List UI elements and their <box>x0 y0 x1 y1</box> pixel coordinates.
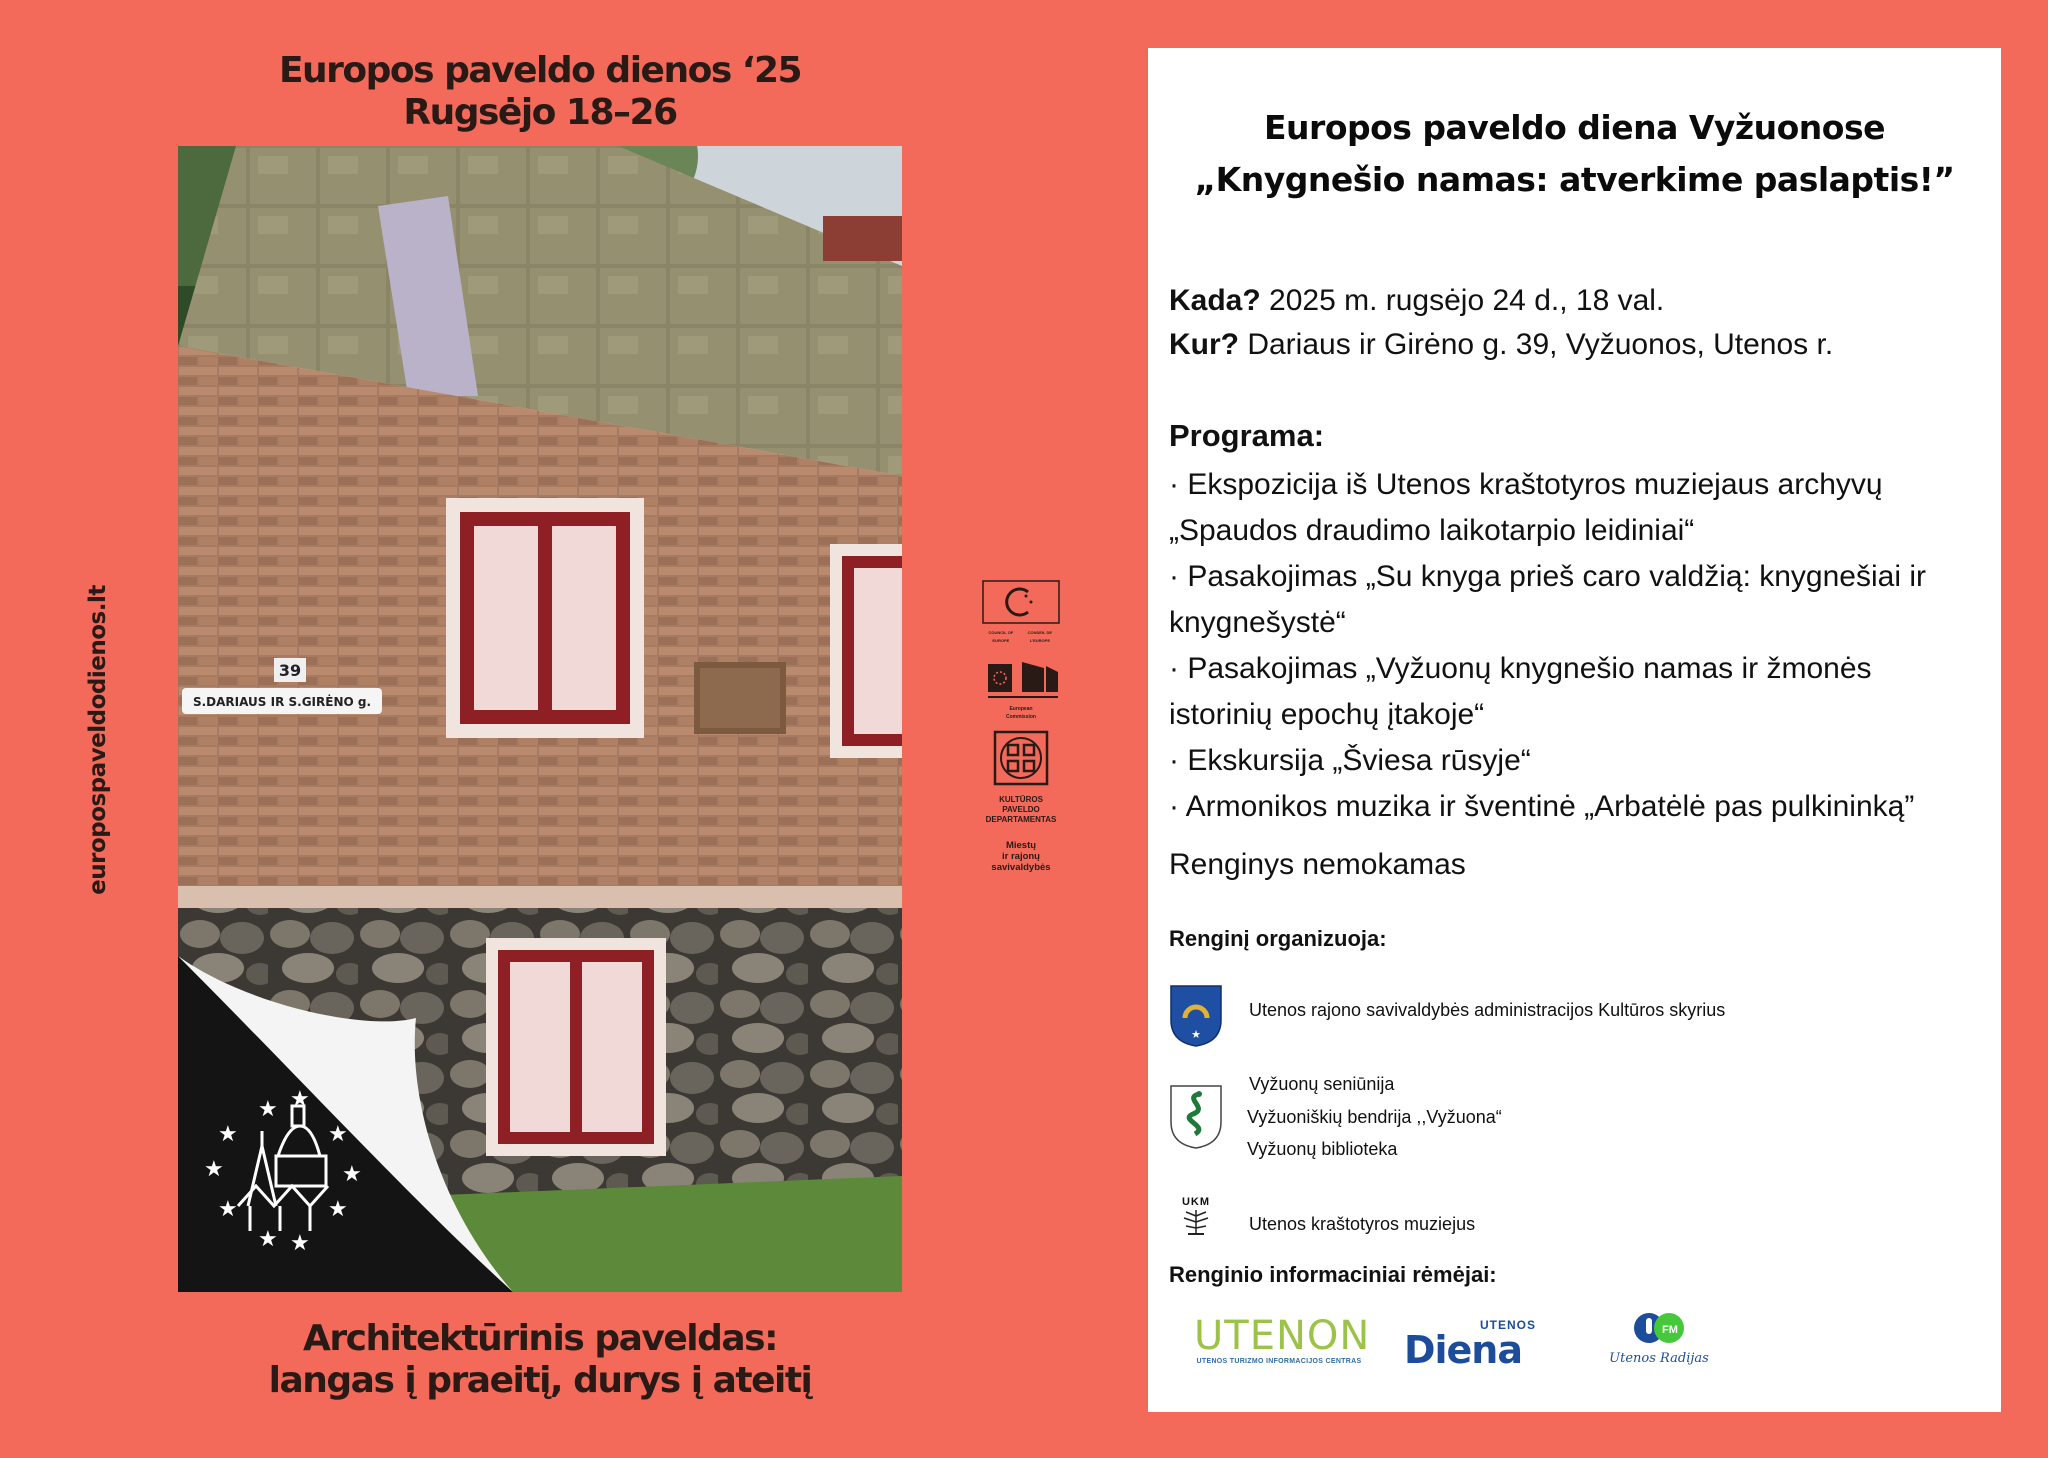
eu-label: European Commission <box>1005 706 1036 720</box>
svg-text:★: ★ <box>218 1122 238 1147</box>
utenon-subtitle: UTENOS TURIZMO INFORMACIJOS CENTRAS <box>1196 1358 1362 1365</box>
program-line: · Pasakojimas „Vyžuonų knygnešio namas ir žmonės <box>1169 652 1872 685</box>
kpd-line2: PAVELDO <box>1002 805 1040 814</box>
organizer-2b: Vyžuoniškių bendrija ,,Vyžuona“ <box>1247 1107 1502 1127</box>
municip-line3: savivaldybės <box>991 862 1051 873</box>
svg-text:★: ★ <box>258 1227 278 1252</box>
program-line: „Spaudos draudimo laikotarpio leidiniai“ <box>1169 514 1695 547</box>
event-when <box>1169 284 1664 318</box>
organizer-2a: Vyžuonų seniūnija <box>1249 1074 1395 1094</box>
program-line: · Armonikos muzika ir šventinė „Arbatėlė pas pulkininką” <box>1169 790 1915 823</box>
svg-text:★: ★ <box>1191 1028 1201 1041</box>
diena-wordmark: Diena <box>1403 1328 1523 1372</box>
organizer-1: Utenos rajono savivaldybės administracijos Kultūros skyrius <box>1249 1000 1726 1020</box>
where-value: Dariaus ir Girėno g. 39, Vyžuonos, Utenos r. <box>1239 328 1834 361</box>
house-photo <box>178 146 902 1292</box>
program-line: · Ekspozicija iš Utenos kraštotyros muziejaus archyvų <box>1169 468 1883 501</box>
european-commission-icon <box>982 658 1060 700</box>
kpd-logo <box>980 730 1062 825</box>
european-commission-logo <box>980 658 1062 721</box>
when-label: Kada? <box>1169 284 1261 317</box>
organizer-3: Utenos kraštotyros muziejus <box>1249 1214 1476 1234</box>
municip-line1: Miestų <box>1005 840 1037 851</box>
svg-text:★: ★ <box>342 1162 362 1187</box>
utenos-diena-logo[interactable] <box>1378 1318 1548 1372</box>
event-info-panel <box>1148 48 2001 1412</box>
ukm-mark: UKM <box>1181 1196 1211 1208</box>
event-where <box>1169 328 1833 362</box>
poster-footer-line2: langas į praeitį, durys į ateitį <box>268 1360 812 1401</box>
utenos-radijas-logo[interactable] <box>1604 1312 1714 1366</box>
event-title <box>1148 102 2001 206</box>
radijas-wordmark: Utenos Radijas <box>1609 1351 1709 1366</box>
svg-text:★: ★ <box>204 1157 224 1182</box>
svg-text:★: ★ <box>218 1197 238 1222</box>
house-number: 39 <box>278 661 302 680</box>
kpd-line3: DEPARTAMENTAS <box>985 815 1057 824</box>
radio-mic-icon <box>1629 1312 1689 1346</box>
ukm-tree-icon <box>1176 1208 1216 1236</box>
utena-coat-of-arms-icon <box>1169 984 1223 1048</box>
radijas-fm: FM <box>1662 1324 1678 1336</box>
municipalities-logo <box>980 840 1062 873</box>
event-title-line2: „Knygnešio namas: atverkime paslaptis!” <box>1194 160 1955 199</box>
event-title-line1: Europos paveldo diena Vyžuonose <box>1264 108 1885 147</box>
utenon-wordmark: UTENON <box>1194 1313 1371 1359</box>
program-heading: Programa: <box>1169 418 1325 453</box>
poster-header-line1: Europos paveldo dienos ‘25 <box>278 50 802 91</box>
free-entry-note: Renginys nemokamas <box>1169 848 1466 881</box>
program-line: · Pasakojimas „Su knyga prieš caro valdžią: knygnešiai ir <box>1169 560 1926 593</box>
program-list <box>1169 462 1999 830</box>
ukm-logo <box>1174 1196 1218 1241</box>
coe-label-fr: CONSEIL DE L'EUROPE <box>1027 630 1053 643</box>
diena-top: UTENOS <box>1479 1318 1536 1332</box>
when-value: 2025 m. rugsėjo 24 d., 18 val. <box>1260 284 1665 317</box>
kpd-icon <box>993 730 1049 786</box>
where-label: Kur? <box>1169 328 1239 361</box>
svg-text:★: ★ <box>328 1122 348 1147</box>
utenon-logo[interactable] <box>1194 1313 1371 1365</box>
side-url[interactable]: europospaveldodienos.lt <box>85 585 111 895</box>
kpd-line1: KULTŪROS <box>999 795 1043 804</box>
council-of-europe-icon <box>982 580 1060 624</box>
svg-text:★: ★ <box>290 1087 310 1112</box>
svg-text:★: ★ <box>328 1197 348 1222</box>
municip-line2: ir rajonų <box>1001 851 1040 862</box>
council-of-europe-logo <box>980 580 1062 645</box>
vyzuonos-coat-of-arms-icon <box>1169 1084 1223 1150</box>
coe-label: COUNCIL OF EUROPE <box>988 630 1014 643</box>
organizer-2c: Vyžuonų biblioteka <box>1247 1139 1398 1159</box>
street-sign: S.DARIAUS IR S.GIRĖNO g. <box>192 695 372 709</box>
sponsors-heading: Renginio informaciniai rėmėjai: <box>1169 1262 1497 1287</box>
program-line: · Ekskursija „Šviesa rūsyje“ <box>1169 744 1531 777</box>
poster-footer-line1: Architektūrinis paveldas: <box>302 1318 778 1359</box>
poster-header-line2: Rugsėjo 18–26 <box>403 92 677 133</box>
program-line: knygnešystė“ <box>1169 606 1346 639</box>
organizers-heading: Renginį organizuoja: <box>1169 926 1387 951</box>
svg-text:★: ★ <box>290 1231 310 1256</box>
svg-text:★: ★ <box>258 1097 278 1122</box>
program-line: istorinių epochų įtakoje“ <box>1169 698 1485 731</box>
